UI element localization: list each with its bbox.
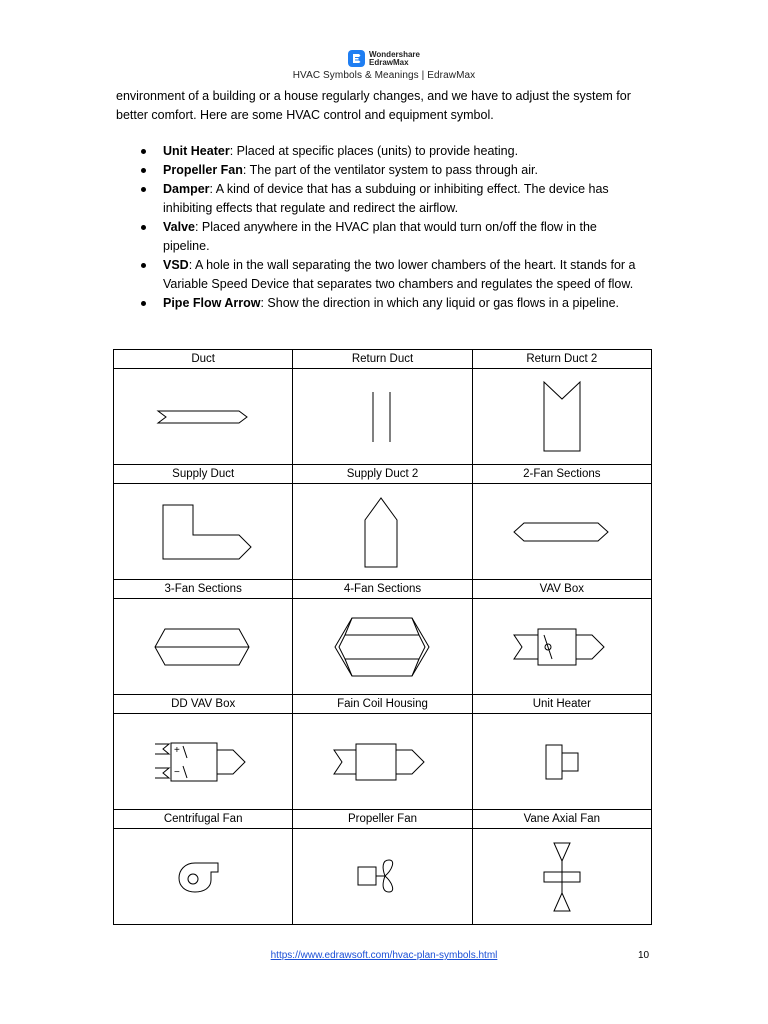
symbol-label: VAV Box	[472, 580, 651, 599]
four-fan-sections-symbol-cell	[293, 599, 472, 695]
symbol-label: Unit Heater	[472, 695, 651, 714]
supply-duct-2-symbol-cell	[293, 484, 472, 580]
propeller-fan-symbol	[352, 855, 412, 899]
symbol-label: Fain Coil Housing	[293, 695, 472, 714]
dd-vav-box-symbol-cell	[114, 714, 293, 810]
intro-line-1: environment of a building or a house regularly changes, and we have to adjust the system for	[116, 89, 631, 103]
return-duct-2-symbol	[532, 379, 592, 455]
symbol-label: DD VAV Box	[114, 695, 293, 714]
vav-box-symbol	[512, 625, 612, 669]
bullet-text: : Show the direction in which any liquid or gas flows in a pipeline.	[260, 296, 620, 310]
duct-symbol	[153, 402, 253, 432]
return-duct-symbol	[352, 387, 412, 447]
symbol-label: Supply Duct 2	[293, 465, 472, 484]
bullet-term: Unit Heater	[163, 144, 230, 158]
minus-sign: −	[174, 766, 180, 778]
symbol-label: 3-Fan Sections	[114, 580, 293, 599]
symbol-label: 4-Fan Sections	[293, 580, 472, 599]
return-duct-symbol-cell	[293, 369, 472, 465]
two-fan-sections-symbol	[512, 517, 612, 547]
symbol-label: 2-Fan Sections	[472, 465, 651, 484]
bullet-text: : Placed at specific places (units) to provide heating.	[229, 144, 519, 158]
three-fan-sections-symbol	[153, 625, 253, 669]
supply-duct-symbol	[153, 501, 253, 563]
bullet-text: : A hole in the wall separating the two lower chambers of the heart. It stands for a Variable Speed Device that separates two chambers and regulates the speed of flow.	[163, 258, 636, 291]
symbol-label: Return Duct 2	[472, 350, 651, 369]
symbol-label: Centrifugal Fan	[114, 810, 293, 829]
duct-symbol-cell	[114, 369, 293, 465]
unit-heater-symbol	[537, 740, 587, 784]
page-header	[0, 50, 768, 81]
bullet-term: Damper	[163, 182, 210, 196]
symbol-label: Propeller Fan	[293, 810, 472, 829]
three-fan-sections-symbol-cell	[114, 599, 293, 695]
supply-duct-symbol-cell	[114, 484, 293, 580]
symbol-label: Return Duct	[293, 350, 472, 369]
bullet-term: Valve	[163, 220, 195, 234]
two-fan-sections-symbol-cell	[472, 484, 651, 580]
intro-line-2: better comfort. Here are some HVAC control and equipment symbol.	[116, 108, 494, 122]
symbol-label: Vane Axial Fan	[472, 810, 651, 829]
hvac-symbols-table	[113, 349, 652, 925]
unit-heater-symbol-cell	[472, 714, 651, 810]
fan-coil-housing-symbol-cell	[293, 714, 472, 810]
bullet-item	[116, 180, 646, 218]
four-fan-sections-symbol	[332, 615, 432, 679]
symbol-bullet-list	[116, 142, 646, 313]
bullet-text: : The part of the ventilator system to pass through air.	[242, 163, 538, 177]
return-duct-2-symbol-cell	[472, 369, 651, 465]
bullet-item	[116, 256, 646, 294]
symbol-label: Supply Duct	[114, 465, 293, 484]
symbol-label: Duct	[114, 350, 293, 369]
bullet-item	[116, 294, 646, 313]
propeller-fan-symbol-cell	[293, 829, 472, 925]
header-title: HVAC Symbols & Meanings | EdrawMax	[292, 70, 476, 81]
bullet-term: VSD	[163, 258, 189, 272]
dd-vav-box-symbol	[153, 740, 253, 784]
plus-sign: +	[174, 744, 180, 756]
vane-axial-fan-symbol-cell	[472, 829, 651, 925]
bullet-term: Pipe Flow Arrow	[163, 296, 261, 310]
logo-line-2: EdrawMax	[369, 57, 409, 67]
fan-coil-housing-symbol	[332, 740, 432, 784]
bullet-term: Propeller Fan	[163, 163, 243, 177]
bullet-item	[116, 218, 646, 256]
bullet-text: : Placed anywhere in the HVAC plan that would turn on/off the flow in the pipeline.	[163, 220, 597, 253]
edrawmax-logo-icon	[348, 50, 365, 67]
intro-paragraph	[116, 87, 661, 125]
bullet-item	[116, 161, 646, 180]
bullet-text: : A kind of device that has a subduing or inhibiting effect. The device has inhibiting effects that regulate and redirect the airflow.	[163, 182, 609, 215]
supply-duct-2-symbol	[357, 494, 407, 570]
bullet-item	[116, 142, 646, 161]
centrifugal-fan-symbol	[173, 855, 233, 899]
vav-box-symbol-cell	[472, 599, 651, 695]
logo-line-1: Wondershare	[369, 49, 420, 59]
edrawmax-logo	[348, 50, 420, 67]
vane-axial-fan-symbol	[532, 839, 592, 915]
source-link[interactable]: https://www.edrawsoft.com/hvac-plan-symbols.html	[270, 950, 498, 961]
page-number: 10	[638, 950, 650, 961]
centrifugal-fan-symbol-cell	[114, 829, 293, 925]
